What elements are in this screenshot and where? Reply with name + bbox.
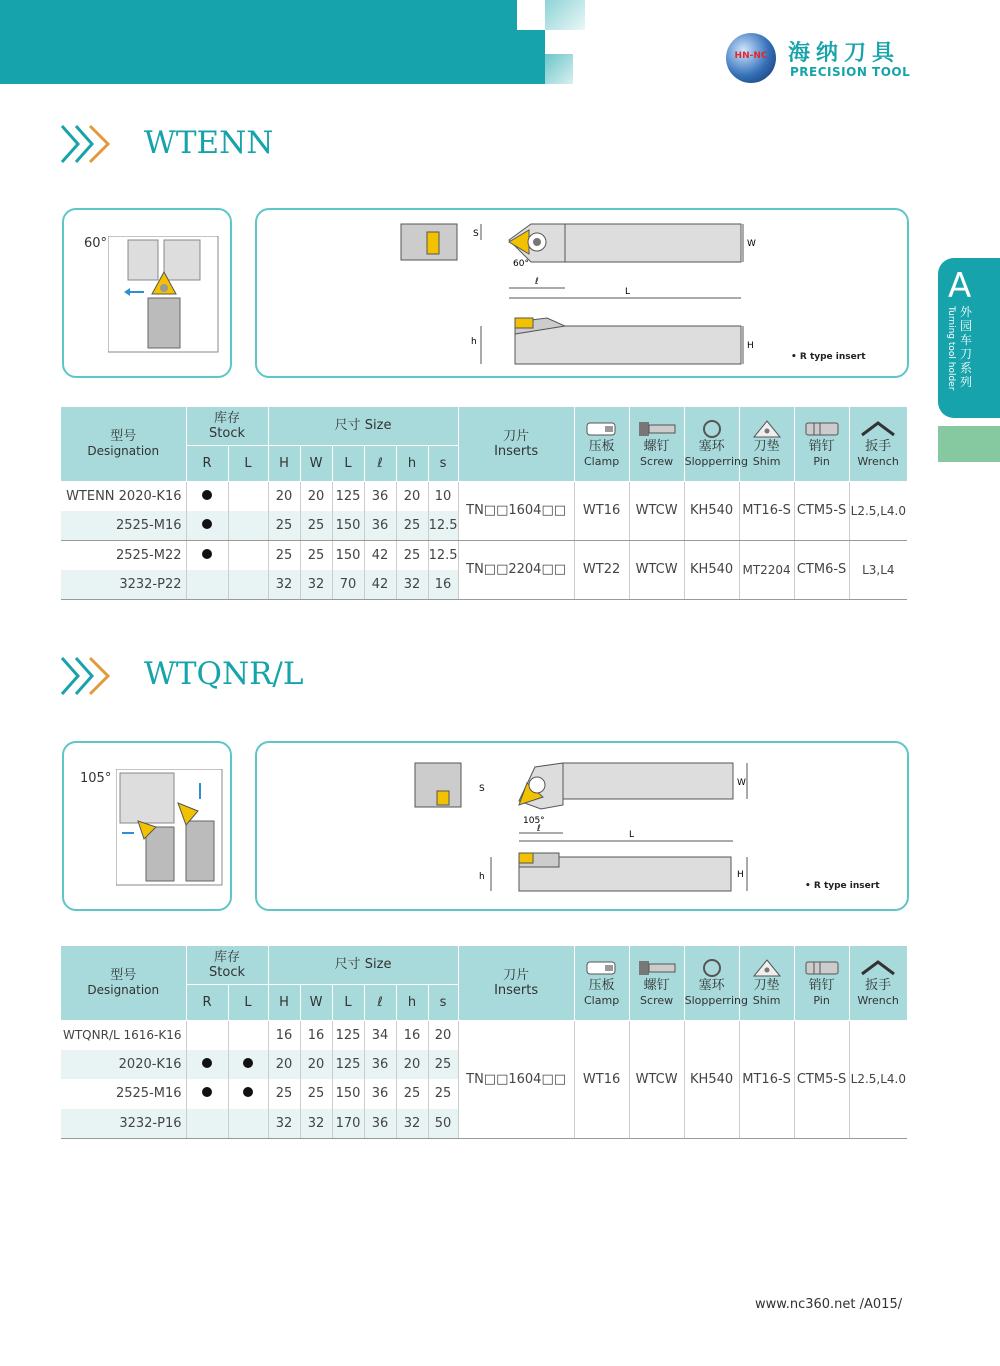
section1-tool-drawing xyxy=(397,218,897,373)
th-wrench: 扳手 Wrench xyxy=(849,946,907,1020)
th-H: H xyxy=(268,445,300,481)
wrench-icon xyxy=(858,958,898,978)
stock-dot xyxy=(202,1087,212,1097)
section1-angle-label: 60° xyxy=(84,236,108,251)
th-sring: 塞环 Slopperring xyxy=(684,946,739,1020)
th-h: h xyxy=(396,984,428,1020)
th-ell: ℓ xyxy=(364,984,396,1020)
dim-h-label-2: H xyxy=(737,870,744,880)
stock-dot xyxy=(202,549,212,559)
side-tab-en: Turning tool holder xyxy=(946,306,956,391)
logo-globe-text: HN-NC xyxy=(734,51,768,61)
th-ell: ℓ xyxy=(364,445,396,481)
th-sring: 塞环 Slopperring xyxy=(684,407,739,481)
shim-icon xyxy=(752,419,782,439)
dim-h-label: H xyxy=(747,341,754,351)
th-r: R xyxy=(186,984,228,1020)
th-designation: 型号 Designation xyxy=(61,407,186,481)
th-shim: 刀垫 Shim xyxy=(739,407,794,481)
section2-title: WTQNR/L xyxy=(144,656,304,692)
side-tab-letter: A xyxy=(948,266,972,306)
th-pin: 销钉 Pin xyxy=(794,946,849,1020)
th-l: L xyxy=(228,984,268,1020)
th-pin: 销钉 Pin xyxy=(794,407,849,481)
side-tab-accent xyxy=(938,426,1000,462)
table-row: 3232-P16 32 32 170 36 32 50 xyxy=(61,1109,907,1139)
screw-icon xyxy=(637,419,677,439)
ring-icon xyxy=(695,419,729,439)
th-clamp: 压板 Clamp xyxy=(574,946,629,1020)
section1-table xyxy=(61,407,908,600)
wrench-icon xyxy=(858,419,898,439)
section1-drawing-panel xyxy=(255,208,909,378)
table-row: 2525-M22 25 25 150 42 25 12.5 TN□□2204□□ WT22 WTCW KH540 MT2204 CTM6-S L3,L4 xyxy=(61,540,907,570)
th-L: L xyxy=(332,984,364,1020)
table-row: WTENN 2020-K16 20 20 125 36 20 10 TN□□1604□□ WT16 WTCW KH540 MT16-S CTM5-S L2.5,L4.0 xyxy=(61,481,907,511)
th-inserts: 刀片 Inserts xyxy=(458,407,574,481)
side-tab-cn: 外园车刀系列 xyxy=(960,305,973,389)
screw-icon xyxy=(637,958,677,978)
logo-cn: 海纳刀具 xyxy=(788,41,901,66)
th-r: R xyxy=(186,445,228,481)
th-wrench: 扳手 Wrench xyxy=(849,407,907,481)
th-screw: 螺钉 Screw xyxy=(629,946,684,1020)
th-size: 尺寸 Size xyxy=(268,946,458,984)
dim-l-label: L xyxy=(625,287,631,297)
dim-h-small-label: h xyxy=(471,337,477,347)
th-shim: 刀垫 Shim xyxy=(739,946,794,1020)
logo-en: PRECISION TOOL xyxy=(790,65,911,79)
section2-table xyxy=(61,946,908,1139)
stock-dot xyxy=(202,519,212,529)
footer-url[interactable]: www.nc360.net /A015/ xyxy=(755,1297,903,1312)
table-row: 2525-M16 25 25 150 36 25 12.5 xyxy=(61,511,907,541)
table-row: 3232-P22 32 32 70 42 32 16 xyxy=(61,570,907,600)
ring-icon xyxy=(695,958,729,978)
dim-l-label-2: L xyxy=(629,830,635,840)
dim-h-small-label-2: h xyxy=(479,872,485,882)
stock-dot xyxy=(202,1058,212,1068)
section2-angle-label: 105° xyxy=(80,771,112,786)
th-screw: 螺钉 Screw xyxy=(629,407,684,481)
dim-l-small-label: ℓ xyxy=(535,277,539,287)
pin-icon xyxy=(802,419,842,439)
th-stock: 库存 Stock xyxy=(186,407,268,445)
dim-angle-label: 60° xyxy=(513,259,529,269)
stock-dot xyxy=(243,1058,253,1068)
dim-w-label: W xyxy=(747,239,756,249)
th-l: L xyxy=(228,445,268,481)
stock-dot xyxy=(243,1087,253,1097)
th-designation: 型号 Designation xyxy=(61,946,186,1020)
section1-title: WTENN xyxy=(144,125,274,161)
header-blocks xyxy=(505,0,589,84)
section1-note: • R type insert xyxy=(791,352,866,362)
table-row: 2525-M16 25 25 150 36 25 25 xyxy=(61,1079,907,1109)
th-L: L xyxy=(332,445,364,481)
clamp-icon xyxy=(585,958,619,978)
th-clamp: 压板 Clamp xyxy=(574,407,629,481)
th-inserts: 刀片 Inserts xyxy=(458,946,574,1020)
th-s: s xyxy=(428,445,458,481)
clamp-icon xyxy=(585,419,619,439)
section1-detail-diagram xyxy=(108,236,220,354)
dim-w-label-2: W xyxy=(737,778,746,788)
dim-s-label-2: S xyxy=(479,784,485,794)
th-h: h xyxy=(396,445,428,481)
section2-drawing-panel xyxy=(255,741,909,911)
section2-detail-diagram xyxy=(116,769,224,887)
section2-note: • R type insert xyxy=(805,881,880,891)
th-H: H xyxy=(268,984,300,1020)
th-s: s xyxy=(428,984,458,1020)
th-W: W xyxy=(300,984,332,1020)
shim-icon xyxy=(752,958,782,978)
section2-chevron-icon xyxy=(58,654,118,702)
th-W: W xyxy=(300,445,332,481)
th-stock: 库存 Stock xyxy=(186,946,268,984)
dim-l-small-label-2: ℓ xyxy=(537,824,541,834)
section1-detail-panel xyxy=(62,208,232,378)
table-row: 2020-K16 20 20 125 36 20 25 xyxy=(61,1050,907,1080)
th-size: 尺寸 Size xyxy=(268,407,458,445)
dim-angle-label-2: 105° xyxy=(523,816,545,826)
table-row: WTQNR/L 1616-K16 16 16 125 34 16 20 TN□□1604□□ WT16 WTCW KH540 MT16-S CTM5-S L2.5,L4.0 xyxy=(61,1020,907,1050)
pin-icon xyxy=(802,958,842,978)
section2-detail-panel xyxy=(62,741,232,911)
stock-dot xyxy=(202,490,212,500)
logo-globe-icon xyxy=(726,33,776,83)
header-bar xyxy=(0,0,505,84)
dim-s-label: S xyxy=(473,229,479,239)
section1-chevron-icon xyxy=(58,122,118,170)
